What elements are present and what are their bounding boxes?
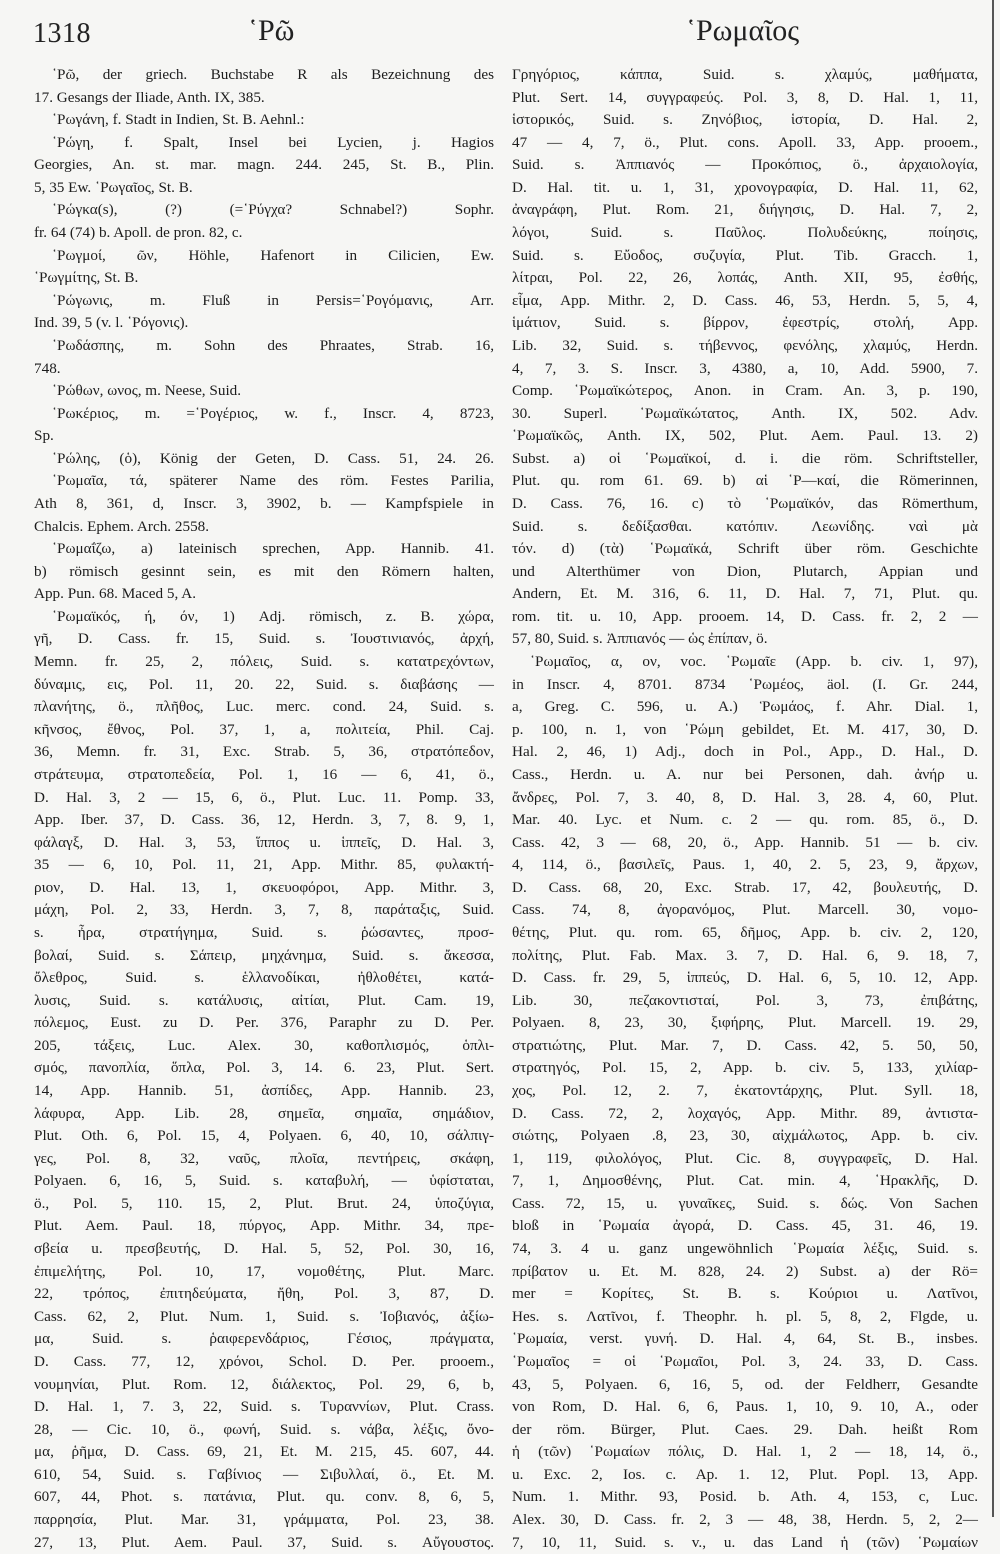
entry-line: Ind. 39, 5 (v. l. ῾Ρόγονις). [34, 314, 189, 332]
entry-line: Plut. qu. rom 61. 69. b) αἱ ῾Ρ—καί, die Römerinnen, [512, 472, 978, 490]
entry-headline: ῾Ρώγωνις, m. Fluß in Persis=῾Ρογόμανις, Arr. [52, 291, 494, 309]
entry-line: 4, 7, 3. S. Inscr. 3, 4380, a, 10, Add. 5900, 7. [512, 359, 978, 377]
entry-line: πόλεμος, Eust. zu D. Per. 376, Paraphr zu D. Per. [34, 1014, 494, 1032]
entry-line: Suid. s. Εὔοδος, συζυγία, Plut. Tib. Gracch. 1, [512, 246, 978, 264]
entry-line: βολαί, Suid. s. Σάπειρ, μηχάνημα, Suid. s. ἄκεσσα, [34, 946, 494, 964]
entry-line: 14, App. Hannib. 51, ἀσπίδες, App. Hannib. 23, [34, 1082, 494, 1100]
entry-line: Plut. Aem. Paul. 18, πύργος, App. Mithr. 34, πρε- [34, 1217, 494, 1235]
entry-line: 30. Superl. ῾Ρωμαϊκώτατος, Anth. IX, 502. Adv. [512, 404, 978, 422]
entry-line: App. Iber. 37, D. Cass. 36, 12, Herdn. 3, 7, 8. 9, 1, [34, 811, 494, 829]
entry-line: bloß in ῾Ρωμαία ἀγορά, D. Cass. 45, 31. 46, 19. [512, 1217, 978, 1235]
entry-line: Suid. s. Ἀππιανός — Προκόπιος, ö., ἀρχαιολογία, [512, 156, 978, 174]
entry-line: στρατιώτης, Plut. Mar. 7, D. Cass. 42, 5. 50, 50, [512, 1036, 978, 1054]
entry-line: 748. [34, 359, 61, 377]
entry-line: θέτης, Plut. qu. rom. 65, δῆμος, App. b. civ. 2, 120, [512, 923, 978, 941]
entry-line: ριον, D. Hal. 13, 1, σκευοφόροι, App. Mithr. 3, [34, 878, 494, 896]
entry-line: τόν. d) (τὰ) ῾Ρωμαϊκά, Schrift über röm. Geschichte [512, 540, 978, 558]
entry-line: D. Cass. 72, 2, λοχαγός, App. Mithr. 89, ἀντιστα- [512, 1104, 978, 1122]
entry-line: 4, 114, ö., βασιλεῖς, Paus. 1, 40, 2. 5, 23, 9, ἄρχων, [512, 856, 978, 874]
entry-headline: ῾Ρωμαῖος, α, ον, voc. ῾Ρωμαῖε (App. b. civ. 1, 97), [530, 653, 978, 671]
entry-line: γες, Pol. 8, 32, ναῦς, πλοῖα, πεντήρεις, σκάφη, [34, 1149, 494, 1167]
entry-line: ἀναγράφη, Plut. Rom. 21, διήγησις, D. Hal. 7, 2, [512, 201, 978, 219]
entry-line: πλανήτης, ö., πλῆθος, Luc. merc. cond. 24, Suid. s. [34, 698, 494, 716]
entry-line: App. Pun. 68. Maced 5, A. [34, 585, 196, 603]
entry-line: 36, Memn. fr. 31, Exc. Strab. 5, 36, στρατόπεδον, [34, 743, 494, 761]
entry-line: Polyaen. 8, 23, 30, ξιφήρης, Plut. Marcell. 19. 29, [512, 1014, 978, 1032]
entry-line: 43, 5, Polyaen. 6, 16, 5, od. der Feldherr, Gesandte [512, 1375, 978, 1393]
entry-line: σβεία u. πρεσβευτής, D. Hal. 5, 52, Pol. 30, 16, [34, 1240, 494, 1258]
entry-line: 5, 35 Ew. ῾Ρωγαῖος, St. B. [34, 178, 193, 196]
entry-line: λυσις, Suid. s. κατάλυσις, αἰτίαι, Plut. Cam. 19, [34, 991, 494, 1009]
entry-line: στράτευμα, στρατοπεδεία, Pol. 1, 16 — 6, 41, ö., [34, 765, 494, 783]
entry-line: 35 — 6, 10, Pol. 11, 21, App. Mithr. 85, φυλακτή- [34, 856, 494, 874]
entry-line: 205, τάξεις, Luc. Alex. 30, καθοπλισμός, ὁπλι- [34, 1036, 494, 1054]
entry-line: χος, Pol. 12, 2. 7, ἑκατοντάρχης, Plut. Syll. 18, [512, 1082, 978, 1100]
entry-line: ῾Ρωγμίτης, St. B. [34, 269, 139, 287]
entry-line: Georgies, An. st. mar. magn. 244. 245, St. B., Plin. [34, 156, 494, 174]
running-head-left: ῾Ρῶ [248, 14, 295, 47]
entry-headline: ῾Ρώγκα(s), (?) (=῾Ρύγχα? Schnabel?) Sophr. [52, 201, 494, 219]
entry-line: ἱμάτιον, Suid. s. βίρρον, ἐφεστρίς, στολή, App. [512, 314, 978, 332]
entry-line: Chalcis. Ephem. Arch. 2558. [34, 517, 210, 535]
entry-line: mer = Κορίτες, St. B. s. Κούριοι u. Λατῖνοι, [512, 1285, 978, 1303]
entry-line: 7, 10, 11, Suid. s. v., u. das Land ἡ (τῶν) ῾Ρωμαίων [512, 1533, 978, 1551]
entry-line: μα, ῥῆμα, D. Cass. 69, 21, Et. M. 215, 45. 607, 44. [34, 1443, 494, 1461]
entry-line: φάλαγξ, D. Hal. 3, 53, ἵππος u. ἱππεῖς, D. Hal. 3, [34, 833, 494, 851]
entry-line: D. Cass. 77, 12, χρόνοι, Schol. D. Per. prooem., [34, 1352, 494, 1370]
entry-line: δύναμις, εις, Pol. 11, 20. 22, Suid. s. διαβάσης — [34, 675, 494, 693]
entry-line: Memn. fr. 25, 2, πόλεις, Suid. s. κατατρεχόντων, [34, 653, 494, 671]
entry-line: λίτραι, Pol. 22, 26, λοπάς, Anth. XII, 95, ἐσθής, [512, 269, 978, 287]
entry-headline: ῾Ρωκέριος, m. =῾Ρογέριος, w. f., Inscr. 4, 8723, [52, 404, 494, 422]
entry-headline: ῾Ρωγάνη, f. Stadt in Indien, St. B. Aehnl.: [52, 111, 305, 129]
entry-line: Cass. 74, 8, ἀγορανόμος, Plut. Marcell. 30, νομο- [512, 901, 978, 919]
entry-line: σιώτης, Polyaen .8, 23, 30, αἰχμάλωτος, App. b. civ. [512, 1127, 978, 1145]
entry-line: ὄλεθρος, Suid. s. ἑλλανοδίκαι, ἠθλοθέτει, κατά- [34, 969, 494, 987]
entry-line: σμός, πανοπλία, ὅπλα, Pol. 3, 14. 6. 23, Plut. Sert. [34, 1059, 494, 1077]
entry-line: Γρηγόριος, κάππα, Suid. s. χλαμύς, μαθήματα, [512, 66, 978, 83]
entry-line: εἷμα, App. Mithr. 2, D. Cass. 46, 53, Herdn. 5, 5, 4, [512, 291, 978, 309]
entry-line: λόγοι, Suid. s. Παῦλος. Πολυδεύκης, ποίησις, [512, 224, 978, 242]
entry-line: πρίβατον u. Et. M. 828, 24. 2) Subst. a) der Rö= [512, 1262, 978, 1280]
entry-line: Plut. Oth. 6, Pol. 15, 4, Polyaen. 6, 40, 10, σάλπιγ- [34, 1127, 494, 1145]
entry-line: 28, — Cic. 10, ö., φωνή, Suid. s. νάβα, λέξις, ὄνο- [34, 1420, 494, 1438]
entry-line: μάχη, Pol. 2, 33, Herdn. 3, 7, 8, παράταξις, Suid. [34, 901, 494, 919]
entry-line: 1, 119, φιλολόγος, Plut. Cic. 8, συγγραφεῖς, D. Hal. [512, 1149, 978, 1167]
entry-line: λάφυρα, App. Lib. 28, σημεῖα, σημαῖα, σημάδιον, [34, 1104, 494, 1122]
entry-line: Lib. 30, πεζακοντισταί, Pol. 3, 73, ἐπιβάτης, [512, 991, 978, 1009]
entry-line: Hal. 2, 46, 1) Adj., doch in Pol., App., D. Hal., D. [512, 743, 978, 761]
entry-headline: ῾Ρώλης, (ὁ), König der Geten, D. Cass. 51, 24. 26. [52, 449, 494, 467]
entry-line: Alex. 30, D. Cass. fr. 2, 3 — 48, 38, Herdn. 5, 2, 2— [512, 1511, 978, 1528]
entry-line: Lib. 32, Suid. s. τήβεννος, φενόλης, χλαμύς, Herdn. [512, 336, 978, 354]
page-number: 1318 [33, 18, 91, 49]
entry-line: Cass. 42, 3 — 68, 20, ö., App. Hannib. 51 — b. civ. [512, 833, 978, 851]
entry-line: κῆνσος, ἔθνος, Pol. 37, 1, a, πολιτεία, Phil. Caj. [34, 720, 494, 738]
entry-line: μα, Suid. s. ῥαιφερενδάριος, Γέσιος, πράγματα, [34, 1330, 494, 1348]
entry-headline: ῾Ρωμαϊκός, ή, όν, 1) Adj. römisch, z. B. χώρα, [52, 607, 494, 625]
entry-line: Cass., Herdn. u. A. nur bei Personen, dah. ἀνήρ u. [512, 765, 978, 783]
entry-line: 47 — 4, 7, ö., Plut. cons. Apoll. 33, App. prooem., [512, 133, 978, 151]
entry-headline: ῾Ρωμαΐζω, a) lateinisch sprechen, App. Hannib. 41. [52, 540, 494, 558]
entry-line: s. ἦρα, στρατήγημα, Suid. s. ῥώσαντες, προσ- [34, 923, 494, 941]
entry-line: D. Hal. tit. u. 1, 31, χρονογραφία, D. Hal. 11, 62, [512, 178, 978, 196]
entry-headline: ῾Ρωμαῖα, τά, späterer Name des röm. Festes Parilia, [52, 472, 494, 490]
entry-line: Plut. Sert. 14, συγγραφεύς. Pol. 3, 8, D. Hal. 1, 11, [512, 88, 978, 106]
entry-line: in Inscr. 4, 8701. 8734 ῾Ρωμέος, äol. (I. Gr. 244, [512, 675, 978, 693]
entry-line: ἱστορικός, Suid. s. Ζηνόβιος, ἱστορία, D. Hal. 2, [512, 111, 978, 129]
entry-line: Cass. 72, 15, u. γυναῖκες, Suid. s. δώς. Von Sachen [512, 1194, 978, 1212]
entry-line: ῾Ρωμαϊκῶς, Anth. IX, 502, Plut. Aem. Paul. 13. 2) [512, 427, 978, 445]
entry-line: Ath 8, 361, d, Inscr. 3, 3902, b. — Kampfspiele in [34, 494, 494, 512]
entry-line: γῆ, D. Cass. fr. 15, Suid. s. Ἰουστινιανός, ἀρχή, [34, 630, 494, 648]
entry-line: Polyaen. 6, 16, 5, Suid. s. καταβυλή, — ὑφίσταται, [34, 1172, 494, 1190]
entry-headline: ῾Ρῶ, der griech. Buchstabe R als Bezeichnung des [52, 66, 494, 83]
entry-headline: ῾Ρώθων, ωνος, m. Neese, Suid. [52, 382, 242, 400]
entry-line: a, Greg. C. 596, u. A.) Ῥωμάος, f. Ahr. Dial. 1, [512, 698, 978, 716]
entry-line: von Rom, D. Hal. 6, 6, Paus. 1, 10, 9. 10, A., oder [512, 1398, 978, 1416]
entry-line: Mar. 40. Lyc. et Num. c. 2 — qu. rom. 85, ö., D. [512, 811, 978, 829]
page-edge-divider [992, 0, 994, 1517]
left-column [34, 64, 494, 1554]
entry-line: b) römisch gesinnt sein, es mit den Römern halten, [34, 562, 494, 580]
entry-line: der röm. Bürger, Plut. Caes. 29. Dah. heißt Rom [512, 1420, 978, 1438]
entry-line: ö., Pol. 5, 110. 15, 2, Plut. Brut. 24, ὑποζύγια, [34, 1194, 494, 1212]
right-column [512, 64, 978, 1554]
entry-line: πολίτης, Plut. Fab. Max. 3. 7, D. Hal. 6, 9. 18, 7, [512, 946, 978, 964]
entry-line: p. 100, n. 1, von ῾Ρώμη gebildet, Et. M. 417, 30, D. [512, 720, 978, 738]
entry-line: rom. tit. u. 10, App. prooem. 14, D. Cass. fr. 2, 2 — [512, 607, 978, 625]
entry-line: παρρησία, Plut. Mar. 31, γράμματα, Pol. 23, 38. [34, 1511, 494, 1528]
entry-line: 607, 44, Phot. s. πατάνια, Plut. qu. conv. 8, 6, 5, [34, 1488, 494, 1506]
running-head-right: ῾Ρωμαῖος [686, 14, 800, 47]
entry-line: ἡ (τῶν) ῾Ρωμαίων πόλις, D. Hal. 1, 2 — 18, 14, ö., [512, 1443, 978, 1461]
entry-line: Num. 1. Mithr. 93, Posid. b. Ath. 4, 153, c, Luc. [512, 1488, 978, 1506]
entry-line: 22, τρόπος, ἐπιτηδεύματα, ἤθη, Pol. 3, 87, D. [34, 1285, 494, 1303]
entry-line: 27, 13, Plut. Aem. Paul. 37, Suid. s. Αὔγουστος. [34, 1533, 494, 1551]
entry-line: 57, 80, Suid. s. Ἀππιανός — ὡς ἐπίπαν, ö. [512, 630, 768, 648]
entry-line: στρατηγός, Pol. 15, 2, App. b. civ. 5, 133, χιλίαρ- [512, 1059, 978, 1077]
entry-line: D. Hal. 3, 2 — 15, 6, ö., Plut. Luc. 11. Pomp. 33, [34, 788, 494, 806]
entry-line: Sp. [34, 427, 54, 445]
entry-line: und Alterthümer von Dion, Plutarch, Appian und [512, 562, 978, 580]
entry-line: ῾Ρωμαῖος = οἱ ῾Ρωμαῖοι, Pol. 3, 24. 33, D. Cass. [512, 1352, 978, 1370]
entry-line: Andern, Et. M. 316, 6. 11, D. Hal. 7, 71, Plut. qu. [512, 585, 978, 603]
entry-line: 74, 3. 4 u. ganz ungewöhnlich ῾Ρωμαία λέξις, Suid. s. [512, 1240, 978, 1258]
entry-line: 610, 54, Suid. s. Γαβίνιος — Σιβυλλαί, ö., Et. M. [34, 1465, 494, 1483]
entry-line: ῾Ρωμαία, verst. γυνή. D. Hal. 4, 64, St. B., insbes. [512, 1330, 978, 1348]
entry-line: D. Cass. fr. 29, 5, ἱππεύς, D. Hal. 6, 5, 10. 12, App. [512, 969, 978, 987]
entry-line: Subst. a) οἱ ῾Ρωμαϊκοί, d. i. die röm. Schriftsteller, [512, 449, 978, 467]
entry-line: νουμηνίαι, Plut. Rom. 12, διάλεκτος, Pol. 29, 6, b, [34, 1375, 494, 1393]
entry-line: D. Cass. 68, 20, Exc. Strab. 17, 42, βουλευτής, D. [512, 878, 978, 896]
entry-headline: ῾Ρωδάσπης, m. Sohn des Phraates, Strab. 16, [52, 336, 494, 354]
entry-line: u. Exc. 2, Ios. c. Ap. 1. 12, Plut. Popl. 13, App. [512, 1465, 978, 1483]
entry-line: 7, 1, Δημοσθένης, Plut. Cat. min. 4, ῾Ηρακλῆς, D. [512, 1172, 978, 1190]
entry-line: 17. Gesangs der Iliade, Anth. IX, 385. [34, 88, 265, 106]
entry-line: fr. 64 (74) b. Apoll. de pron. 82, c. [34, 224, 243, 242]
entry-headline: ῾Ρώγη, f. Spalt, Insel bei Lycien, j. Hagios [52, 133, 494, 151]
entry-line: D. Cass. 76, 16. c) τὸ ῾Ρωμαϊκόν, das Römerthum, [512, 494, 978, 512]
entry-line: Cass. 62, 2, Plut. Num. 1, Suid. s. Ἰοβιανός, ἀξίω- [34, 1307, 494, 1325]
entry-line: ἐπιμελήτης, Pol. 10, 17, νομοθέτης, Plut. Marc. [34, 1262, 494, 1280]
entry-line: Comp. ῾Ρωμαϊκώτερος, Anon. in Cram. An. 3, p. 190, [512, 382, 978, 400]
entry-headline: ῾Ρωγμοί, ῶν, Höhle, Hafenort in Cilicien, Ew. [52, 246, 494, 264]
entry-line: D. Hal. 1, 7. 3, 22, Suid. s. Τυραννίων, Plut. Crass. [34, 1398, 494, 1416]
entry-line: Suid. s. δεδίξασθαι. κατόπιν. Λεωνίδης. ναὶ μὰ [512, 517, 978, 535]
entry-line: Hes. s. Λατῖνοι, f. Theophr. h. pl. 5, 8, 2, Flgde, u. [512, 1307, 978, 1325]
entry-line: ἄνδρες, Pol. 7, 3. 40, 8, D. Hal. 3, 28. 4, 60, Plut. [512, 788, 978, 806]
